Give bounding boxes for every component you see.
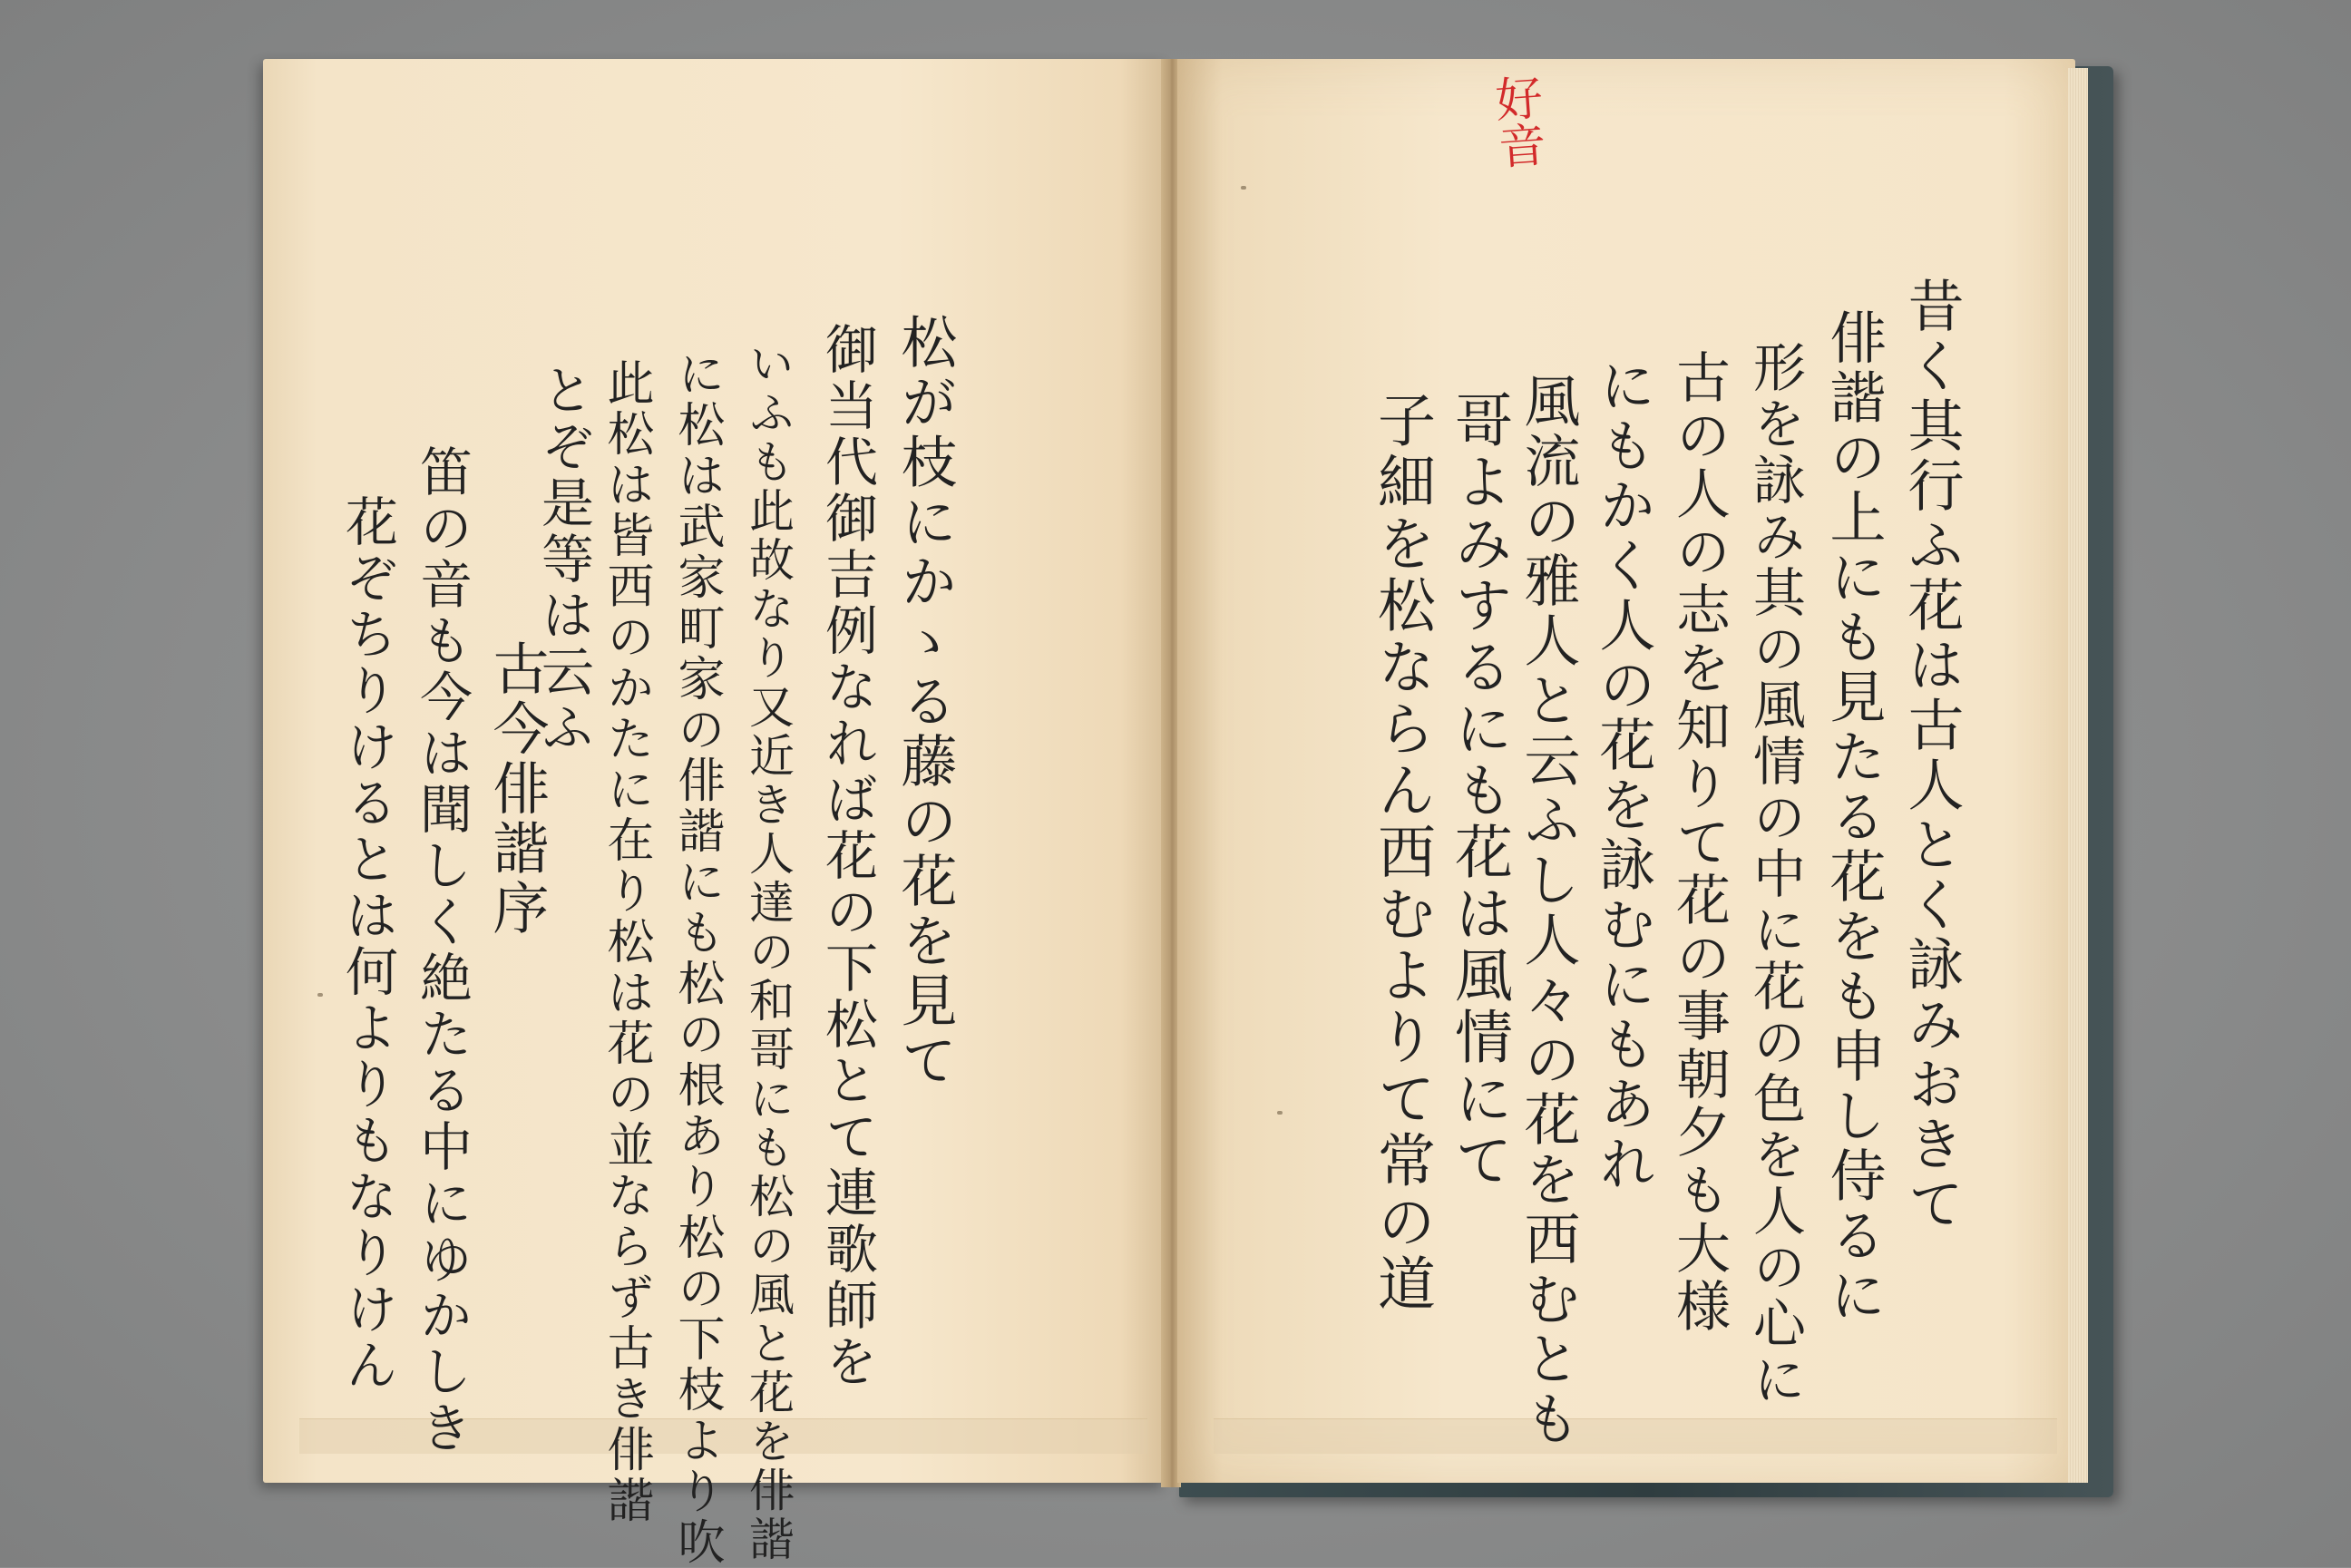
right-text-column-3: 形を詠み其の風情の中に花の色を人の心に <box>1744 340 1806 1408</box>
red-seal-stamp: 好音 <box>1485 73 1546 170</box>
paper-speck <box>1241 186 1246 190</box>
left-text-column-8: 笛の音も今は聞しく絶たる中にゆかしき <box>411 444 473 1456</box>
right-text-column-6: 風流の雅人と云ふし人々の花を西むとも <box>1515 372 1581 1449</box>
right-text-column-4: 古の人の志を知りて花の事朝夕も大様 <box>1667 349 1731 1336</box>
right-text-column-1: 昔く其行ふ花は古人とく詠みおきて <box>1898 277 1965 1234</box>
paper-speck <box>1277 1111 1283 1115</box>
right-text-column-5: にもかく人の花を詠むにもあれ <box>1590 356 1656 1194</box>
left-text-column-5: 此松は皆西のかたに在り松は花の並ならず古き俳諧 <box>599 358 653 1526</box>
left-text-column-3: いふも此故なり又近き人達の和哥にも松の風と花を俳諧 <box>742 340 795 1564</box>
page-edges <box>2068 68 2088 1483</box>
left-text-column-1: 松が枝にかゝる藤の花を見て <box>892 313 958 1091</box>
right-text-column-8: 子細を松ならん西むよりて常の道 <box>1368 390 1435 1315</box>
left-text-column-2: 御当代御吉例なれば花の下松とて連歌師を <box>816 322 878 1390</box>
paper-speck <box>317 993 323 997</box>
right-page-bottom-margin <box>1214 1418 2057 1454</box>
left-heading-kokon-haikai-jo: 古今俳諧序 <box>483 639 550 939</box>
right-text-column-7: 哥よみするにも花は風情にて <box>1445 390 1512 1192</box>
left-text-column-4: に松は武家町家の俳諧にも松の根あり松の下枝より吹 <box>669 349 724 1568</box>
left-text-column-9: 花ぞちりけるとは何よりもなりけん <box>337 494 398 1394</box>
left-text-column-6: とぞ是等は云ふ <box>532 363 594 756</box>
right-text-column-2: 俳諧の上にも見たる花をも申し侍るに <box>1820 308 1887 1326</box>
